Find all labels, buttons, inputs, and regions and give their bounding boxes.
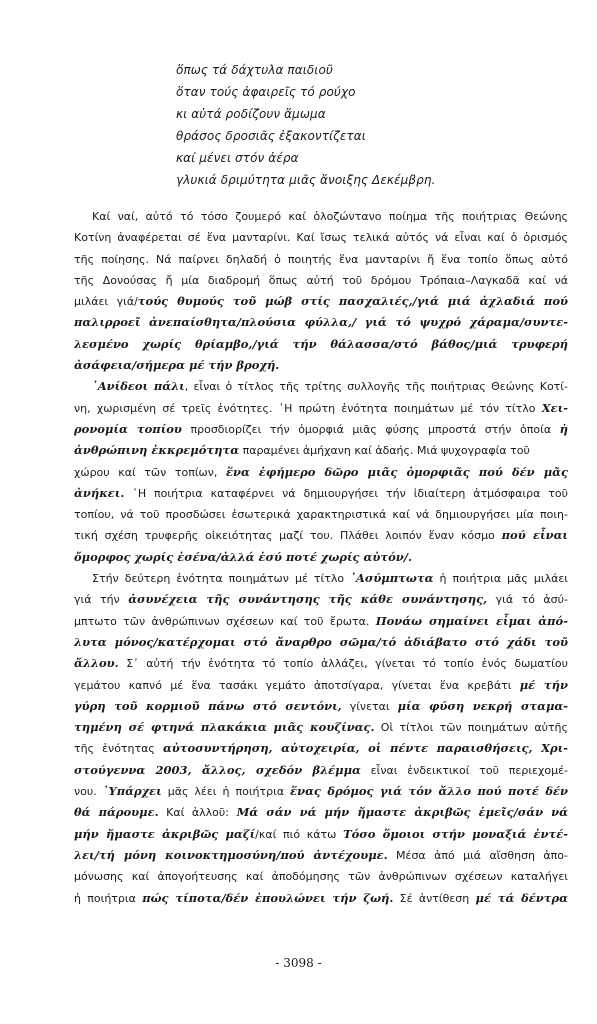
text-run: ἡ ποιήτρια [74,891,143,905]
text-run: γεμάτου καπνό μέ ἕνα τασάκι γεμάτο ἀποτσίγαρα, γίνεται ἕνα κρεβάτι [74,678,520,692]
emphasized-text: ἕνας δρόμος γιά τόν ἄλλο πού ποτέ δέν [290,784,568,799]
text-run: παραμένει ἀμήχανη καί ἀδαής. Μιά ψυχογραφία τοῦ [239,444,530,458]
emphasized-text: πού εἶναι [501,528,568,543]
text-run: Σ᾿ αὐτή τήν ἑνότητα τό τοπίο ἀλλάζει, γίνεται τό τοπίο ἑνός δωματίου [118,657,568,671]
emphasized-text: ρονομία τοπίου [74,421,182,436]
emphasized-text: μέ τά δέντρα [475,890,568,905]
text-run: μᾶς λέει ἡ ποιήτρια [161,785,291,799]
text-line [74,845,568,866]
text-run: χώρου καί τῶν τοπίων, [74,465,226,479]
text-run: τοπίου, νά τοῦ προσδώσει ἐσωτερικά χαρακτηριστικά καί νά δημιουργήσει μία ποιη- [74,508,568,522]
text-line [74,696,568,717]
text-line [74,462,568,483]
emphasized-text: στούγεννα 2003, ἄλλος, σχεδόν βλέμμα [74,762,361,777]
text-run: τῆς ἑνότητας [74,742,163,756]
text-line [74,355,568,376]
text-run: τική σχέση τρυφερῆς οἰκειότητας μαζί του. Πλάθει λοιπόν ἕναν κόσμο [74,529,502,543]
emphasized-text: ἀνθρώπινη ἐκκρεμότητα [74,443,240,458]
text-line [74,504,568,525]
text-line [74,760,568,781]
page-number: - 3098 - [275,956,322,970]
text-line [74,525,568,546]
text-run: εἶναι ἐνδεικτικοί τοῦ περιεχομέ- [360,763,568,777]
text-line [74,781,568,802]
text-line [74,334,568,355]
text-run: τῆς ποίησης. Νά παίρνει δηλαδή ὁ ποιητής ἕνα μανταρίνι ἤ ἕνα τοπίο ὅπως αὐτό [74,252,568,266]
text-line [74,888,568,909]
emphasized-text: λεσμένο χωρίς θρίαμβο,/γιά τήν θάλασσα/στό βάθος/μιά τρυφερή [74,336,568,351]
text-line [74,483,568,504]
poem-line: ὅπως τά δάχτυλα παιδιοῦ [176,63,333,77]
emphasized-text: ῾Ανίδεοι πάλι [92,379,185,394]
emphasized-text: παλιρροεῖ ἀνεπαίσθητα/πλούσια φύλλα,/ γιά τό ψυχρό χάραμα/συντε- [74,315,568,330]
text-run: νη, χωρισμένη σέ τρεῖς ἑνότητες. ῾Η πρώτη ἑνότητα ποιημάτων μέ τόν τίτλο [74,401,542,415]
text-run: νου. [74,785,103,799]
text-line [74,249,568,270]
text-line [74,632,568,653]
text-run: ῾Η ποιήτρια καταφέρνει νά δημιουργήσει τήν ἰδιαίτερη ἀτμόσφαιρα τοῦ [124,486,568,500]
text-line [74,717,568,738]
emphasized-text: γύρη τοῦ κορμιοῦ πάνω στό σεντόνι, [74,698,342,713]
poem-line: καί μένει στόν ἀέρα [176,151,299,165]
emphasized-text: Πονάω σημαίνει εἶμαι ἀπό- [375,613,568,628]
text-line [74,547,568,568]
text-run: γίνεται [341,699,398,713]
emphasized-text: ῾Υπάρχει [102,784,162,799]
poem-line: γλυκιά δριμύτητα μιᾶς ἄνοιξης Δεκέμβρη. [176,173,436,187]
poem-line: κι αὐτά ροδίζουν ἄμωμα [176,107,326,121]
text-line [74,866,568,887]
emphasized-text: μήν ἤμαστε ἀκριβῶς μαζί [74,826,256,841]
text-line [74,824,568,845]
text-run: Οἱ τίτλοι τῶν ποιημάτων αὐτῆς [374,721,568,735]
emphasized-text: τημένη σέ φτηνά πλακάκια μιᾶς κουζίνας. [74,720,375,735]
text-run: τῆς Δονούσας ἤ μία διαδρομή ὅπως αὐτή τοῦ δρόμου Τρόπαια–Λαγκαδᾶ καί νά [74,273,568,287]
text-line [74,227,568,248]
text-line [74,270,568,291]
text-run: Καί ναί, αὐτό τό τόσο ζουμερό καί ὁλοζώντανο ποίημα τῆς ποιήτριας Θεώνης [92,210,568,223]
emphasized-text: αὐτοσυντήρηση, αὐτοχειρία, οἱ πέντε παραισθήσεις, Χρι- [162,741,568,756]
text-run: /καί πιό κάτω [255,827,344,841]
text-line [74,653,568,674]
emphasized-text: λυτα μόνος/κατέρχομαι στό ἄναρθρο σῶμα/τό ἀδιάβατο στό χάδι τοῦ [74,634,568,649]
text-run: προσδιορίζει τήν ὀμορφιά μιᾶς φύσης μπροστά στήν ὁποία [181,422,560,436]
text-line [74,611,568,632]
emphasized-text: τούς θυμούς τοῦ μώβ στίς πασχαλιές,/γιά μιά ἀχλαδιά πού [137,294,568,309]
text-run: μπτωτο τῶν ἀνθρώπινων σχέσεων καί τοῦ ἔρωτα. [74,614,376,628]
emphasized-text: ἡ [559,421,568,436]
poem-line: ὅταν τούς ἀφαιρεῖς τό ρούχο [176,85,356,99]
text-run: Καί ἀλλοῦ: [158,806,237,820]
text-run: Κοτίνη ἀναφέρεται σέ ἕνα μανταρίνι. Καί ἴσως τελικά αὐτός νά εἶναι καί ὁ ὁρισμός [74,231,568,245]
text-run: Μέσα ἀπό μιά αἴσθηση ἀπο- [387,848,568,862]
text-line [74,589,568,610]
poem-excerpt [176,59,476,191]
emphasized-text: ἕνα ἐφήμερο δῶρο μιᾶς ὀμορφιᾶς πού δέν μᾶς [226,464,568,479]
text-line [74,440,568,461]
text-line [74,291,568,312]
text-line [74,206,568,227]
emphasized-text: ἀνήκει. [74,485,125,500]
poem-line: θράσος δροσιᾶς ἐξακοντίζεται [176,129,366,143]
emphasized-text: θά πάρουμε. [74,805,159,820]
text-line [74,738,568,759]
emphasized-text: ἀσάφεια/σήμερα μέ τήν βροχή. [74,358,280,373]
text-run: Στήν δεύτερη ἑνότητα ποιημάτων μέ τίτλο [92,572,351,586]
emphasized-text: Χει- [541,400,568,415]
emphasized-text: πώς τίποτα/δέν ἐπουλώνει τήν ζωή. [142,890,394,905]
text-line [74,419,568,440]
emphasized-text: ἄλλου. [74,656,119,671]
text-line [74,398,568,419]
text-run: , εἶναι ὁ τίτλος τῆς τρίτης συλλογῆς τῆς ποιήτριας Θεώνης Κοτί- [184,380,568,394]
text-line [74,675,568,696]
text-line [74,312,568,333]
emphasized-text: μέ τήν [519,677,568,692]
text-line [74,376,568,397]
text-line [74,568,568,589]
emphasized-text: λει/τή μόνη κοινοκτημοσύνη/πού ἀντέχουμε. [74,847,388,862]
emphasized-text: Τόσο ὅμοιοι στήν μοναξιά ἐντέ- [343,826,568,841]
emphasized-text: ἀσυνέχεια τῆς συνάντησης τῆς κάθε συνάντησης, [128,592,488,607]
body-text [74,206,568,909]
text-run: μόνωσης καί ἀπογοήτευσης καί ἀποδόμησης τῶν ἀνθρώπινων σχέσεων καταλήγει [74,870,568,884]
text-run: Σέ ἀντίθεση [393,891,476,905]
emphasized-text: μία φύση νεκρή σταμα- [397,698,568,713]
emphasized-text: ὄμορφος χωρίς ἐσένα/ἀλλά ἐσύ ποτέ χωρίς αὐτόν/. [74,549,412,564]
text-line [74,802,568,823]
text-run: μιλάει γιά/ [74,295,138,309]
text-run: γιά τήν [74,593,129,607]
emphasized-text: ᾿Ασύμπτωτα [350,571,434,586]
text-run: γιά τό ἀσύ- [487,593,568,607]
emphasized-text: Μά σάν νά μήν ἤμαστε ἀκριβῶς ἐμεῖς/σάν νά [236,805,568,820]
text-run: ἡ ποιήτρια μᾶς μιλάει [433,572,568,586]
